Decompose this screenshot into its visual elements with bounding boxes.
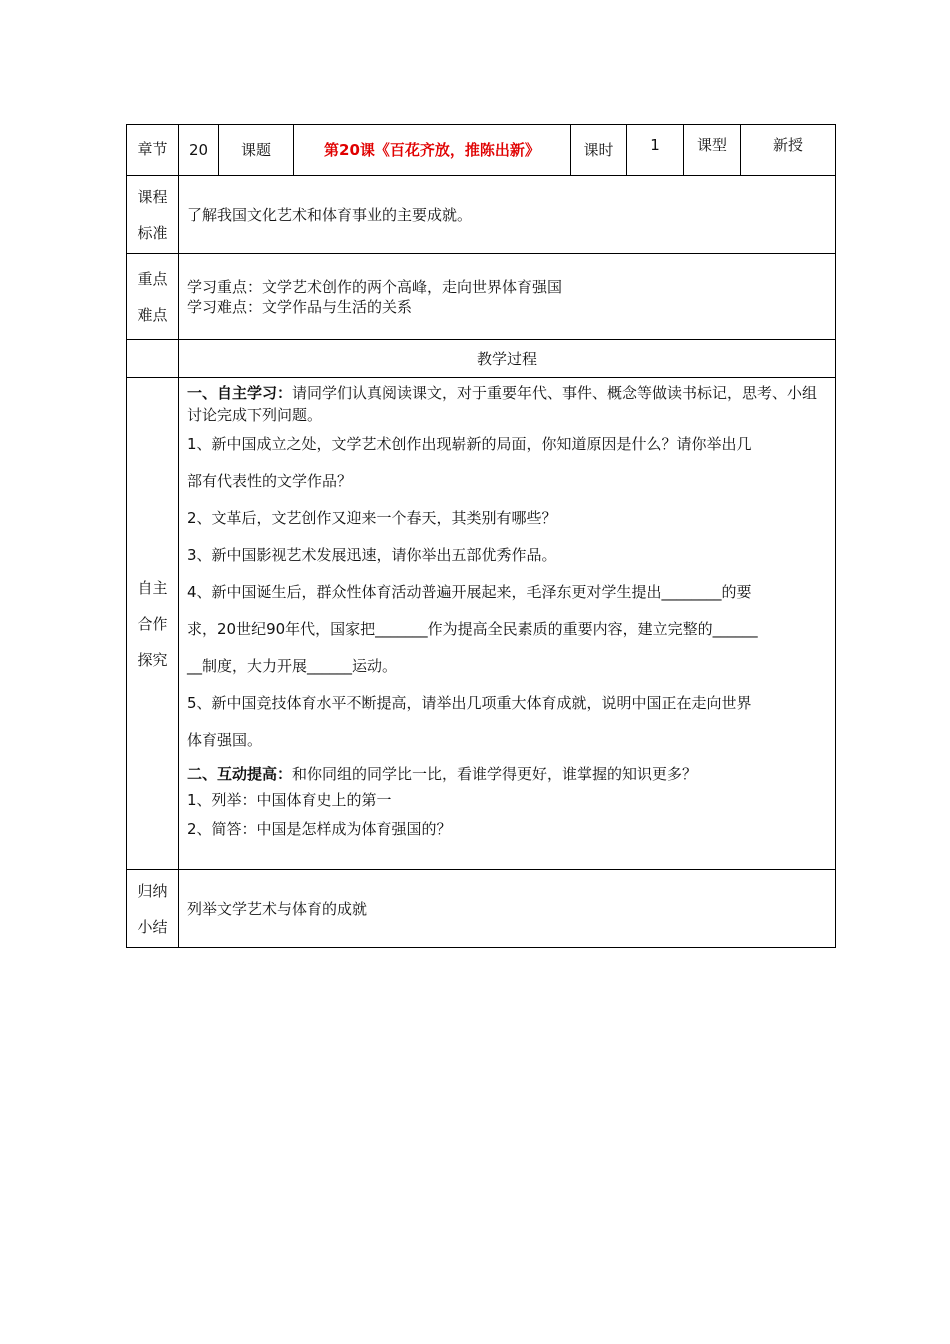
key-points-content [179, 254, 836, 340]
type-value: 新授 [741, 125, 836, 176]
explore-label-line1: 自主 [137, 578, 168, 597]
key-points-label [127, 254, 179, 340]
difficulty-text: 学习难点：文学作品与生活的关系 [187, 297, 413, 316]
key-points-label-line1: 重点 [137, 269, 168, 288]
summary-label-line1: 归纳 [137, 881, 168, 900]
section2-intro: 和你同组的同学比一比，看谁学得更好，谁掌握的知识更多？ [292, 765, 698, 783]
question-5-line2: 体育强国。 [187, 731, 263, 749]
process-row [127, 340, 836, 378]
question-5-line1: 5、新中国竞技体育水平不断提高，请举出几项重大体育成就，说明中国正在走向世界 [187, 694, 752, 712]
explore-label [127, 378, 179, 870]
summary-label [127, 870, 179, 948]
section2-title: 二、互动提高： [187, 765, 293, 783]
standard-text: 了解我国文化艺术和体育事业的主要成就。 [179, 176, 836, 254]
section2-question-2: 2、简答：中国是怎样成为体育强国的？ [187, 820, 452, 838]
question-2: 2、文革后，文艺创作又迎来一个春天，其类别有哪些？ [187, 509, 557, 527]
question-4-line3: __制度，大力开展______运动。 [187, 657, 398, 675]
question-4-line1: 4、新中国诞生后，群众性体育活动普遍开展起来，毛泽东更对学生提出________的要 [187, 583, 752, 601]
explore-row [127, 378, 836, 870]
question-3: 3、新中国影视艺术发展迅速，请你举出五部优秀作品。 [187, 546, 557, 564]
explore-label-line2: 合作 [137, 614, 168, 633]
key-points-row [127, 254, 836, 340]
section2-question-1: 1、列举：中国体育史上的第一 [187, 791, 392, 809]
summary-text: 列举文学艺术与体育的成就 [179, 870, 836, 948]
type-label: 课型 [684, 125, 741, 176]
section1-intro: 请同学们认真阅读课文，对于重要年代、事件、概念等做读书标记，思考、小组讨论完成下列问题。 [187, 384, 818, 424]
standard-label [127, 176, 179, 254]
section1-title: 一、自主学习： [187, 384, 293, 402]
question-1-line1: 1、新中国成立之处，文学艺术创作出现崭新的局面，你知道原因是什么？请你举出几 [187, 435, 752, 453]
key-points-label-line2: 难点 [137, 305, 168, 324]
standard-label-line1: 课程 [137, 187, 168, 206]
chapter-label: 章节 [127, 125, 179, 176]
hours-value: 1 [627, 125, 684, 176]
summary-label-line2: 小结 [137, 917, 168, 936]
question-4-line2: 求，20世纪90年代，国家把_______作为提高全民素质的重要内容，建立完整的______ [187, 620, 758, 638]
header-row [127, 125, 836, 176]
hours-label: 课时 [571, 125, 627, 176]
section2-paragraph [187, 763, 829, 785]
lesson-plan-table [126, 124, 836, 948]
lesson-title: 第20课《百花齐放，推陈出新》 [294, 125, 571, 176]
explore-label-line3: 探究 [137, 650, 168, 669]
standard-label-line2: 标准 [137, 223, 168, 242]
process-empty-cell [127, 340, 179, 378]
topic-label: 课题 [219, 125, 294, 176]
process-heading: 教学过程 [179, 340, 836, 378]
question-1-line2: 部有代表性的文学作品？ [187, 472, 353, 490]
standard-row [127, 176, 836, 254]
summary-row [127, 870, 836, 948]
explore-content [179, 378, 836, 870]
key-point-text: 学习重点：文学艺术创作的两个高峰，走向世界体育强国 [187, 277, 563, 296]
chapter-value: 20 [179, 125, 219, 176]
section1-paragraph [187, 382, 829, 426]
